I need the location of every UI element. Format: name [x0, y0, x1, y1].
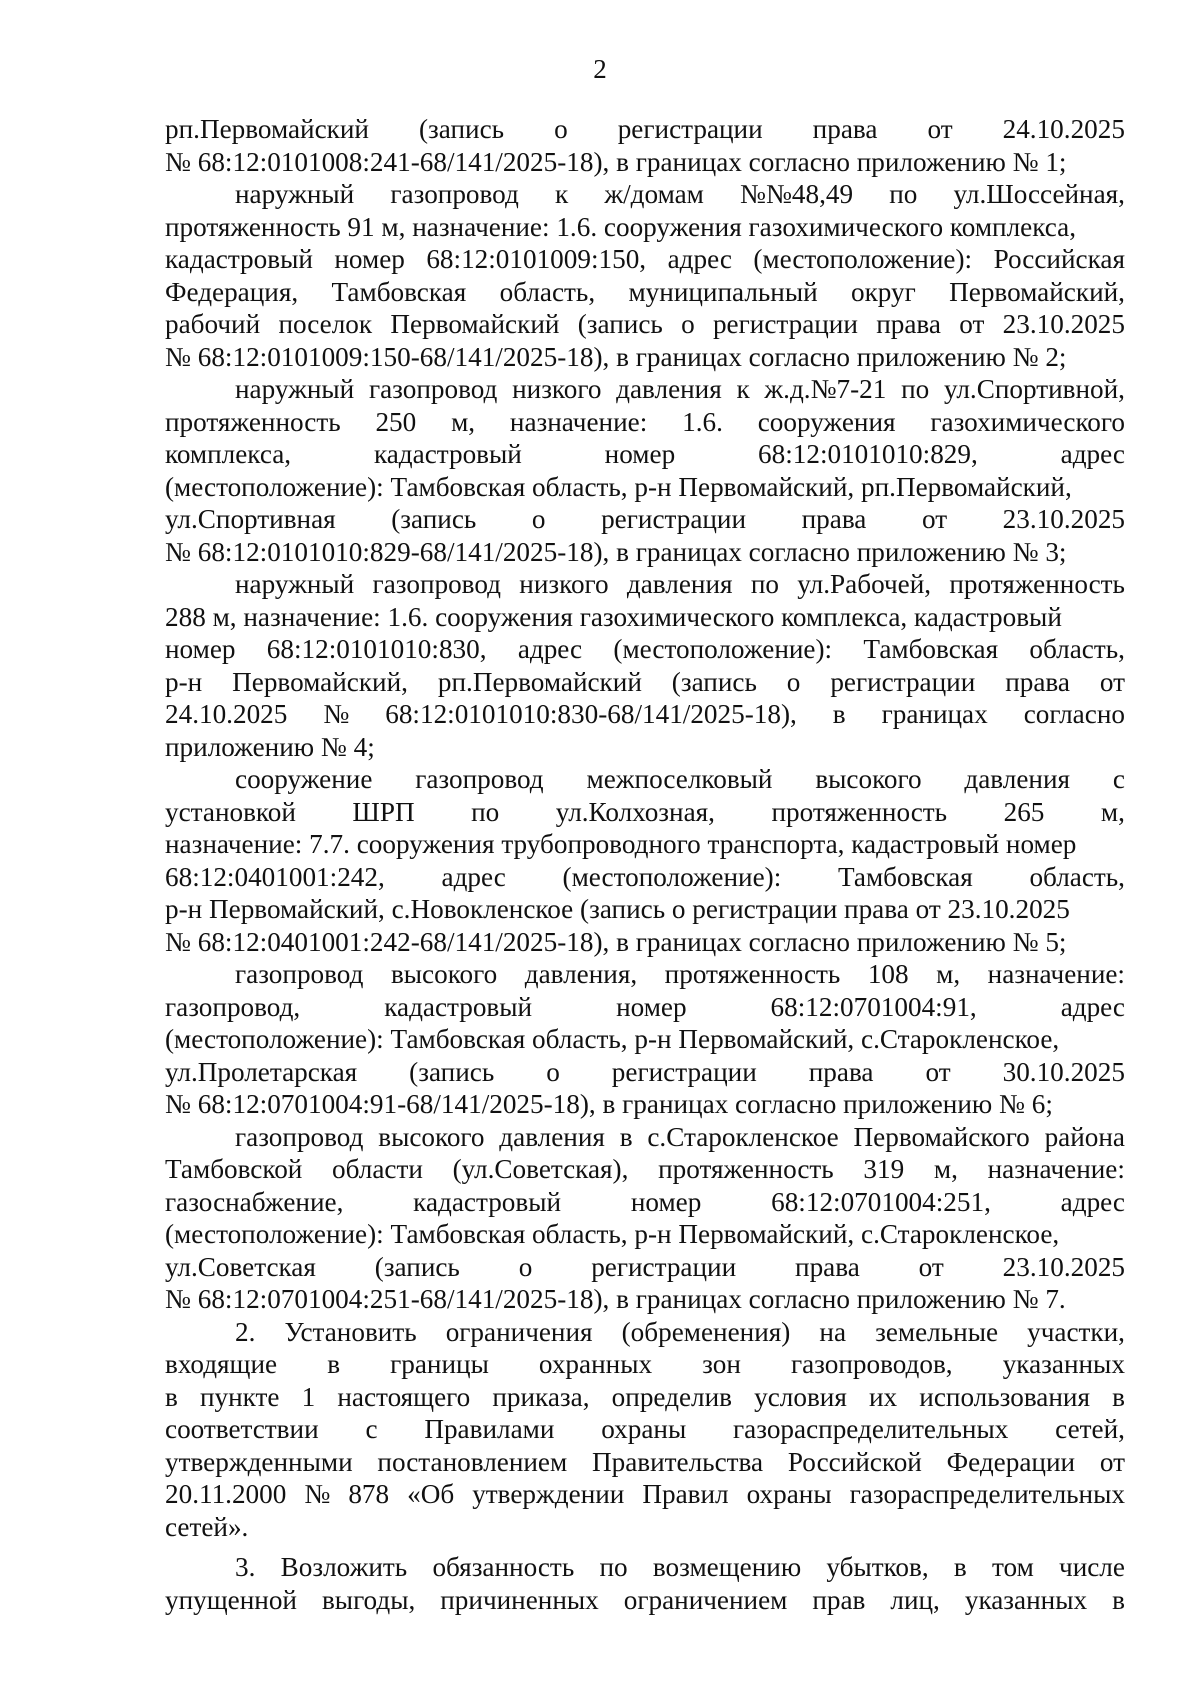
word: области: [332, 1154, 423, 1184]
text-line: [165, 438, 1125, 471]
word: номер: [334, 244, 405, 274]
word: права: [808, 1056, 874, 1087]
text-line: приложению № 4;: [165, 731, 375, 762]
word: адрес: [1060, 439, 1125, 469]
text-line: [165, 178, 1125, 211]
word: права: [876, 309, 941, 339]
word: регистрации: [617, 114, 763, 144]
word: 20.11.2000: [165, 1479, 287, 1509]
word: область,: [1029, 861, 1125, 892]
word: в: [1112, 1381, 1125, 1412]
text-line: [165, 1478, 1125, 1511]
word: на: [819, 1316, 847, 1347]
word: рп.Первомайский: [165, 114, 369, 144]
word: номер: [630, 1186, 702, 1217]
word: м,: [451, 406, 476, 437]
word: от: [1099, 1446, 1125, 1477]
word: давления,: [524, 959, 638, 989]
word: ж/домам: [604, 179, 704, 209]
text-line: [165, 1446, 1125, 1479]
word: 1: [301, 1381, 316, 1412]
text-line: [165, 1413, 1125, 1446]
word: обязанность: [432, 1552, 575, 1582]
word: №№48,49: [740, 179, 854, 209]
word: Возложить: [280, 1552, 408, 1582]
word: область,: [1029, 634, 1125, 664]
word: Правительства: [591, 1446, 764, 1477]
text-line: протяженность 91 м, назначение: 1.6. сооружения газохимического комплекса,: [165, 211, 1077, 242]
text-line: [165, 861, 1125, 894]
word: условия: [754, 1381, 847, 1412]
word: их: [868, 1381, 898, 1412]
word: ограничением: [623, 1584, 788, 1615]
text-line: [165, 373, 1125, 406]
word: ул.Шоссейная,: [953, 179, 1125, 209]
word: Правилами: [424, 1414, 555, 1444]
word: газопровод,: [165, 991, 301, 1022]
word: 108: [867, 959, 909, 989]
word: права: [812, 114, 878, 144]
word: назначение:: [987, 1154, 1125, 1184]
text-line: [165, 406, 1125, 439]
word: указанных: [964, 1584, 1088, 1615]
word: упущенной: [165, 1584, 297, 1615]
text-line: [165, 1121, 1125, 1154]
word: входящие: [165, 1349, 278, 1379]
word: газопровод: [235, 1121, 364, 1152]
word: возмещению: [652, 1552, 802, 1582]
text-line: [165, 308, 1125, 341]
word: поселок: [278, 309, 373, 339]
word: газопровод: [235, 959, 364, 989]
word: настоящего: [337, 1381, 471, 1412]
word: высокого: [378, 1121, 485, 1152]
word: причиненных: [440, 1584, 599, 1615]
word: ул.Советская: [165, 1251, 316, 1282]
word: Правил: [642, 1479, 729, 1509]
word: от: [959, 309, 985, 339]
word: 250: [375, 406, 417, 437]
word: в: [327, 1349, 341, 1379]
word: ул.Колхозная,: [555, 796, 715, 827]
word: назначение:: [509, 406, 648, 437]
word: зон: [702, 1349, 741, 1379]
word: убытков,: [826, 1552, 929, 1582]
word: ул.Спортивная: [165, 504, 336, 534]
word: ул.Пролетарская: [165, 1056, 358, 1087]
word: определив: [611, 1381, 732, 1412]
word: газопровод: [390, 179, 519, 209]
word: Тамбовская: [863, 634, 999, 664]
word: регистрации: [591, 1251, 737, 1282]
word: 878: [348, 1479, 390, 1509]
text-line: № 68:12:0101008:241-68/141/2025-18), в границах согласно приложению № 1;: [165, 146, 1067, 177]
word: давления: [499, 1121, 605, 1152]
word: кадастровый: [413, 1186, 562, 1217]
word: м,: [933, 1154, 958, 1184]
word: по: [599, 1552, 628, 1582]
word: (местоположение):: [613, 634, 833, 664]
word: о: [546, 1056, 560, 1087]
word: к: [736, 374, 750, 404]
word: сетей,: [1055, 1414, 1125, 1444]
word: давления: [616, 374, 722, 404]
word: (запись: [419, 114, 505, 144]
word: №: [323, 699, 350, 729]
word: 68:12:0701004:91,: [770, 991, 977, 1022]
word: кадастровый: [165, 244, 313, 274]
word: утвержденными: [165, 1446, 353, 1477]
text-line: № 68:12:0401001:242-68/141/2025-18), в границах согласно приложению № 5;: [165, 926, 1067, 957]
word: регистрации: [611, 1056, 757, 1087]
word: регистрации: [601, 504, 747, 534]
text-line: 288 м, назначение: 1.6. сооружения газохимического комплекса, кадастровый: [165, 601, 1062, 632]
text-line: [165, 633, 1125, 666]
word: 68:12:0101010:829,: [758, 439, 978, 469]
word: протяженность: [771, 796, 948, 827]
word: (запись: [374, 1251, 460, 1282]
text-line: [165, 1251, 1125, 1284]
word: 24.10.2025: [165, 699, 288, 729]
text-line: № 68:12:0101010:829-68/141/2025-18), в границах согласно приложению № 3;: [165, 536, 1067, 567]
word: рабочий: [165, 309, 261, 339]
word: назначение:: [987, 959, 1125, 989]
text-line: [165, 568, 1125, 601]
word: том: [991, 1552, 1034, 1582]
word: выгоды,: [321, 1584, 416, 1615]
word: р-н: [165, 666, 203, 697]
word: давления: [626, 569, 733, 599]
word: Первомайского: [853, 1121, 1030, 1152]
word: ж.д.№7-21: [764, 374, 887, 404]
word: муниципальный: [628, 276, 818, 307]
word: (запись: [409, 1056, 495, 1087]
word: адрес: [667, 244, 732, 274]
word: сооружения: [757, 406, 896, 437]
word: газопровод: [368, 374, 498, 404]
text-line: [165, 666, 1125, 699]
word: 3.: [235, 1552, 256, 1582]
word: указанных: [1002, 1349, 1125, 1379]
text-line: № 68:12:0701004:91-68/141/2025-18), в границах согласно приложению № 6;: [165, 1089, 1053, 1119]
word: (местоположение):: [753, 244, 973, 274]
word: Первомайский: [390, 309, 560, 339]
word: Тамбовской: [165, 1154, 303, 1184]
word: Федерации: [946, 1446, 1076, 1477]
word: границы: [390, 1349, 489, 1379]
word: комплекса,: [165, 439, 292, 469]
word: межпоселковый: [586, 764, 773, 794]
word: область,: [499, 276, 596, 307]
word: наружный: [235, 179, 355, 209]
word: прав: [812, 1584, 866, 1615]
word: земельные: [875, 1316, 999, 1347]
word: высокого: [815, 764, 922, 794]
text-line: р-н Первомайский, с.Новокленское (запись о регистрации права от 23.10.2025: [165, 894, 1070, 924]
text-line: [165, 1381, 1125, 1414]
text-line: [165, 796, 1125, 829]
text-line: [165, 1056, 1125, 1089]
word: (ул.Советская),: [452, 1154, 629, 1184]
word: по: [889, 179, 918, 209]
word: права: [801, 504, 867, 534]
word: м,: [1100, 796, 1125, 827]
text-line: [165, 243, 1125, 276]
word: наружный: [235, 569, 355, 599]
word: 2.: [235, 1316, 256, 1347]
word: высокого: [390, 959, 498, 989]
text-line: [165, 1551, 1125, 1584]
word: «Об: [407, 1479, 455, 1509]
word: сооружение: [235, 764, 373, 794]
word: 68:12:0401001:242,: [165, 861, 385, 892]
word: согласно: [1023, 699, 1125, 729]
word: округ: [851, 276, 916, 307]
word: приказа,: [492, 1381, 590, 1412]
word: низкого: [512, 374, 602, 404]
word: с.Старокленское: [647, 1121, 839, 1152]
word: от: [925, 1056, 951, 1087]
word: по: [901, 374, 930, 404]
document-body: [165, 113, 1125, 1616]
word: к: [554, 179, 569, 209]
text-line: сетей».: [165, 1511, 249, 1542]
text-line: [165, 991, 1125, 1024]
text-line: [165, 503, 1125, 536]
word: о: [531, 504, 546, 534]
word: права: [1005, 666, 1070, 697]
word: газохимического: [930, 406, 1125, 437]
word: протяженность: [664, 959, 841, 989]
text-line: [165, 1316, 1125, 1349]
word: установкой: [165, 796, 296, 827]
word: с: [1112, 764, 1125, 794]
word: газораспределительных: [733, 1414, 1009, 1444]
word: числе: [1059, 1552, 1125, 1582]
word: Российская: [993, 244, 1125, 274]
word: (запись: [671, 666, 757, 697]
word: м,: [936, 959, 961, 989]
word: 68:12:0101009:150,: [426, 244, 647, 274]
word: номер: [604, 439, 676, 469]
text-line: [165, 276, 1125, 309]
word: Первомайский,: [232, 666, 408, 697]
word: в: [619, 1121, 633, 1152]
word: (запись: [391, 504, 477, 534]
word: 68:12:0101010:830,: [266, 634, 487, 664]
word: по: [750, 569, 779, 599]
text-line: № 68:12:0101009:150-68/141/2025-18), в границах согласно приложению № 2;: [165, 341, 1067, 372]
word: в: [953, 1552, 967, 1582]
word: использования: [919, 1381, 1090, 1412]
word: адрес: [517, 634, 583, 664]
text-line: (местоположение): Тамбовская область, р-н Первомайский, рп.Первомайский,: [165, 471, 1072, 502]
word: Федерация,: [165, 276, 299, 307]
word: от: [1099, 666, 1125, 697]
word: района: [1044, 1121, 1125, 1152]
word: от: [918, 1251, 944, 1282]
word: ШРП: [352, 796, 415, 827]
word: 68:12:0101010:830-68/141/2025-18),: [385, 699, 797, 729]
word: (местоположение):: [562, 861, 782, 892]
word: протяженность: [165, 406, 341, 437]
word: Тамбовская: [331, 276, 467, 307]
word: соответствии: [165, 1414, 319, 1444]
text-line: [165, 113, 1125, 146]
word: низкого: [519, 569, 609, 599]
word: кадастровый: [373, 439, 522, 469]
text-line: [165, 1153, 1125, 1186]
word: 30.10.2025: [1002, 1056, 1125, 1087]
word: утверждении: [472, 1479, 625, 1509]
word: от: [927, 114, 953, 144]
word: участки,: [1027, 1316, 1125, 1347]
word: давления: [964, 764, 1071, 794]
word: наружный: [235, 374, 355, 404]
text-line: [165, 958, 1125, 991]
word: о: [554, 114, 568, 144]
word: в: [832, 699, 846, 729]
text-line: [165, 1186, 1125, 1219]
word: адрес: [1060, 1186, 1125, 1217]
word: номер: [616, 991, 687, 1022]
text-line: назначение: 7.7. сооружения трубопроводного транспорта, кадастровый номер: [165, 829, 1077, 859]
word: 319: [863, 1154, 905, 1184]
word: ул.Рабочей,: [797, 569, 932, 599]
word: газопровод: [415, 764, 544, 794]
word: от: [921, 504, 948, 534]
word: рп.Первомайский: [437, 666, 642, 697]
word: охраны: [601, 1414, 687, 1444]
text-line: [165, 763, 1125, 796]
word: газораспределительных: [849, 1479, 1125, 1509]
word: охраны: [746, 1479, 832, 1509]
word: о: [681, 309, 695, 339]
text-line: [165, 1584, 1125, 1617]
page-number: 2: [593, 54, 607, 84]
word: 23.10.2025: [1002, 309, 1125, 339]
word: 265: [1003, 796, 1045, 827]
word: 1.6.: [682, 406, 723, 437]
text-line: (местоположение): Тамбовская область, р-н Первомайский, с.Старокленское,: [165, 1219, 1060, 1249]
word: Тамбовская: [837, 861, 973, 892]
word: 24.10.2025: [1002, 114, 1125, 144]
word: (запись: [577, 309, 663, 339]
word: газопроводов,: [790, 1349, 953, 1379]
word: Российской: [787, 1446, 922, 1477]
word: адрес: [1060, 991, 1125, 1022]
word: о: [518, 1251, 533, 1282]
word: лиц,: [890, 1584, 940, 1615]
word: по: [471, 796, 500, 827]
word: границах: [881, 699, 988, 729]
word: регистрации: [712, 309, 858, 339]
word: ограничения: [445, 1316, 593, 1347]
word: о: [786, 666, 801, 697]
word: Установить: [284, 1316, 417, 1347]
word: номер: [165, 634, 236, 664]
word: газоснабжение,: [165, 1186, 344, 1217]
word: права: [795, 1251, 860, 1282]
word: 68:12:0701004:251,: [771, 1186, 991, 1217]
word: охранных: [538, 1349, 653, 1379]
word: регистрации: [830, 666, 976, 697]
word: с: [365, 1414, 378, 1444]
word: протяженность: [658, 1154, 834, 1184]
word: пункте: [199, 1381, 280, 1412]
word: в: [165, 1381, 178, 1412]
word: в: [1112, 1584, 1125, 1615]
word: 23.10.2025: [1002, 504, 1125, 534]
word: Первомайский,: [949, 276, 1125, 307]
word: ул.Спортивной,: [943, 374, 1125, 404]
text-line: (местоположение): Тамбовская область, р-н Первомайский, с.Старокленское,: [165, 1024, 1060, 1054]
word: постановлением: [377, 1446, 568, 1477]
word: протяженность: [949, 569, 1125, 599]
word: №: [304, 1479, 331, 1509]
text-line: [165, 1348, 1125, 1381]
text-line: [165, 698, 1125, 731]
word: (обременения): [621, 1316, 791, 1347]
text-line: № 68:12:0701004:251-68/141/2025-18), в границах согласно приложению № 7.: [165, 1284, 1066, 1314]
word: газопровод: [372, 569, 501, 599]
word: кадастровый: [384, 991, 533, 1022]
word: адрес: [441, 861, 506, 892]
word: 23.10.2025: [1002, 1251, 1125, 1282]
